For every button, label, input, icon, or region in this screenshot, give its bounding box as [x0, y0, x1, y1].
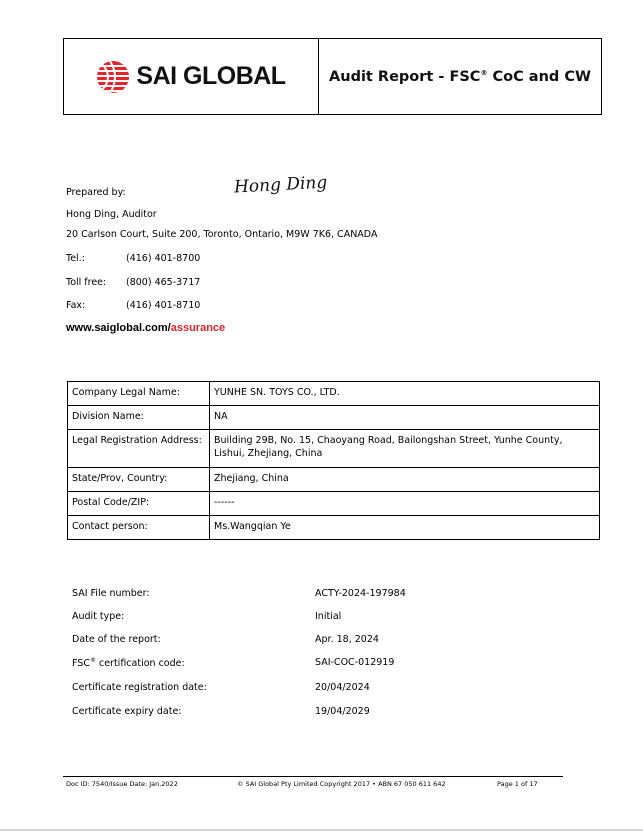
tel-row: [66, 253, 200, 264]
fax-label: Fax:: [66, 300, 86, 311]
row-value: Ms.Wangqian Ye: [210, 516, 600, 540]
row-label: Legal Registration Address:: [68, 430, 210, 468]
row-value: YUNHE SN. TOYS CO., LTD.: [210, 382, 600, 406]
footer-copyright: © SAI Global Pty Limited Copyright 2017 • ABN 67 050 611 642: [237, 780, 446, 788]
report-header: [63, 38, 602, 115]
sai-global-logo: [96, 60, 285, 94]
row-label: Postal Code/ZIP:: [68, 492, 210, 516]
table-row: [68, 516, 600, 540]
table-row: [68, 468, 600, 492]
fax-row: [66, 300, 200, 311]
prepared-by-label: Prepared by:: [66, 187, 126, 198]
row-value: Zhejiang, China: [210, 468, 600, 492]
report-title: Audit Report - FSC® CoC and CW: [329, 68, 591, 85]
website-link[interactable]: www.saiglobal.com/assurance: [66, 322, 226, 334]
company-info-table: [67, 381, 600, 540]
tollfree-row: [66, 277, 200, 288]
row-label: State/Prov, Country:: [68, 468, 210, 492]
table-row: [68, 430, 600, 468]
footer-doc-id: Doc ID: 7540/Issue Date: Jan.2022: [66, 780, 178, 788]
tollfree-value: (800) 465-3717: [126, 277, 201, 288]
svg-text:Hong Ding: Hong Ding: [233, 172, 328, 198]
tel-label: Tel.:: [66, 253, 85, 264]
tel-value: (416) 401-8700: [126, 253, 201, 264]
table-row: [68, 382, 600, 406]
logo-cell: [64, 39, 319, 114]
auditor-address: 20 Carlson Court, Suite 200, Toronto, Ontario, M9W 7K6, CANADA: [66, 229, 378, 240]
table-row: [68, 492, 600, 516]
row-value: NA: [210, 406, 600, 430]
title-cell: [319, 39, 601, 114]
footer-page-number: Page 1 of 17: [497, 780, 538, 788]
sai-globe-icon: [96, 60, 130, 94]
row-label: Company Legal Name:: [68, 382, 210, 406]
auditor-signature: [232, 168, 342, 200]
logo-text: SAI GLOBAL: [136, 62, 286, 90]
row-label: Division Name:: [68, 406, 210, 430]
row-label: Contact person:: [68, 516, 210, 540]
row-value: Building 29B, No. 15, Chaoyang Road, Bailongshan Street, Yunhe County, Lishui, Zhejiang, China: [210, 430, 600, 468]
page-edge: [0, 829, 643, 831]
auditor-name: Hong Ding, Auditor: [66, 209, 157, 220]
row-value: ------: [210, 492, 600, 516]
table-row: [68, 406, 600, 430]
fax-value: (416) 401-8710: [126, 300, 201, 311]
tollfree-label: Toll free:: [66, 277, 107, 288]
footer-divider: [63, 776, 563, 777]
